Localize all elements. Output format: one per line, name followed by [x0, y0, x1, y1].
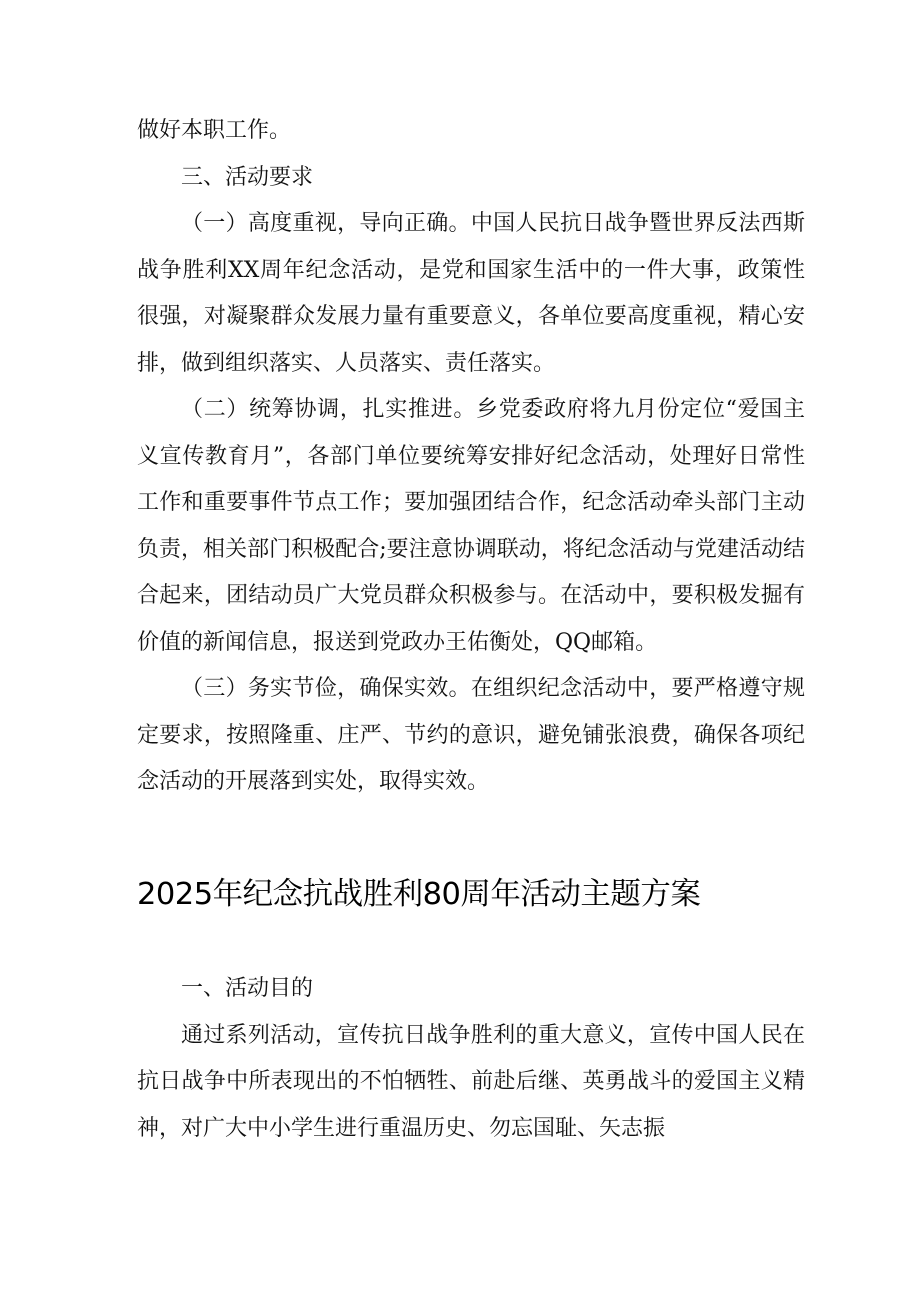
- paragraph-requirement-3: （三）务实节俭，确保实效。在组织纪念活动中，要严格遵守规定要求，按照隆重、庄严、节约的意识，避免铺张浪费，确保各项纪念活动的开展落到实处，取得实效。: [137, 676, 805, 794]
- heading-activity-purpose: 一、活动目的: [181, 976, 314, 1001]
- paragraph-requirement-2: （二）统筹协调，扎实推进。乡党委政府将九月份定位“爱国主义宣传教育月”，各部门单位要统筹安排好纪念活动，处理好日常性工作和重要事件节点工作；要加强团结合作，纪念活动牵头部门主动负责，相关部门积极配合;要注意协调联动，将纪念活动与党建活动结合起来，团结动员广大党员群众积极参与。在活动中，要积极发掘有价值的新闻信息，报送到党政办王佑衡处，QQ邮箱。: [137, 397, 805, 655]
- previous-section-text: [137, 108, 805, 806]
- paragraph-requirement-1: （一）高度重视，导向正确。中国人民抗日战争暨世界反法西斯战争胜利XX周年纪念活动，是党和国家生活中的一件大事，政策性很强，对凝聚群众发展力量有重要意义，各单位要高度重视，精心安排，做到组织落实、人员落实、责任落实。: [137, 211, 805, 376]
- paragraph-purpose: 通过系列活动，宣传抗日战争胜利的重大意义，宣传中国人民在抗日战争中所表现出的不怕牺牲、前赴后继、英勇战斗的爱国主义精神，对广大中小学生进行重温历史、勿忘国耻、矢志振: [137, 1022, 805, 1141]
- paragraph-continuation: 做好本职工作。: [137, 118, 292, 143]
- plan-section-text: [137, 966, 805, 1152]
- document-title: 2025年纪念抗战胜利80周年活动主题方案: [137, 877, 701, 912]
- heading-activity-requirements: 三、活动要求: [181, 164, 314, 190]
